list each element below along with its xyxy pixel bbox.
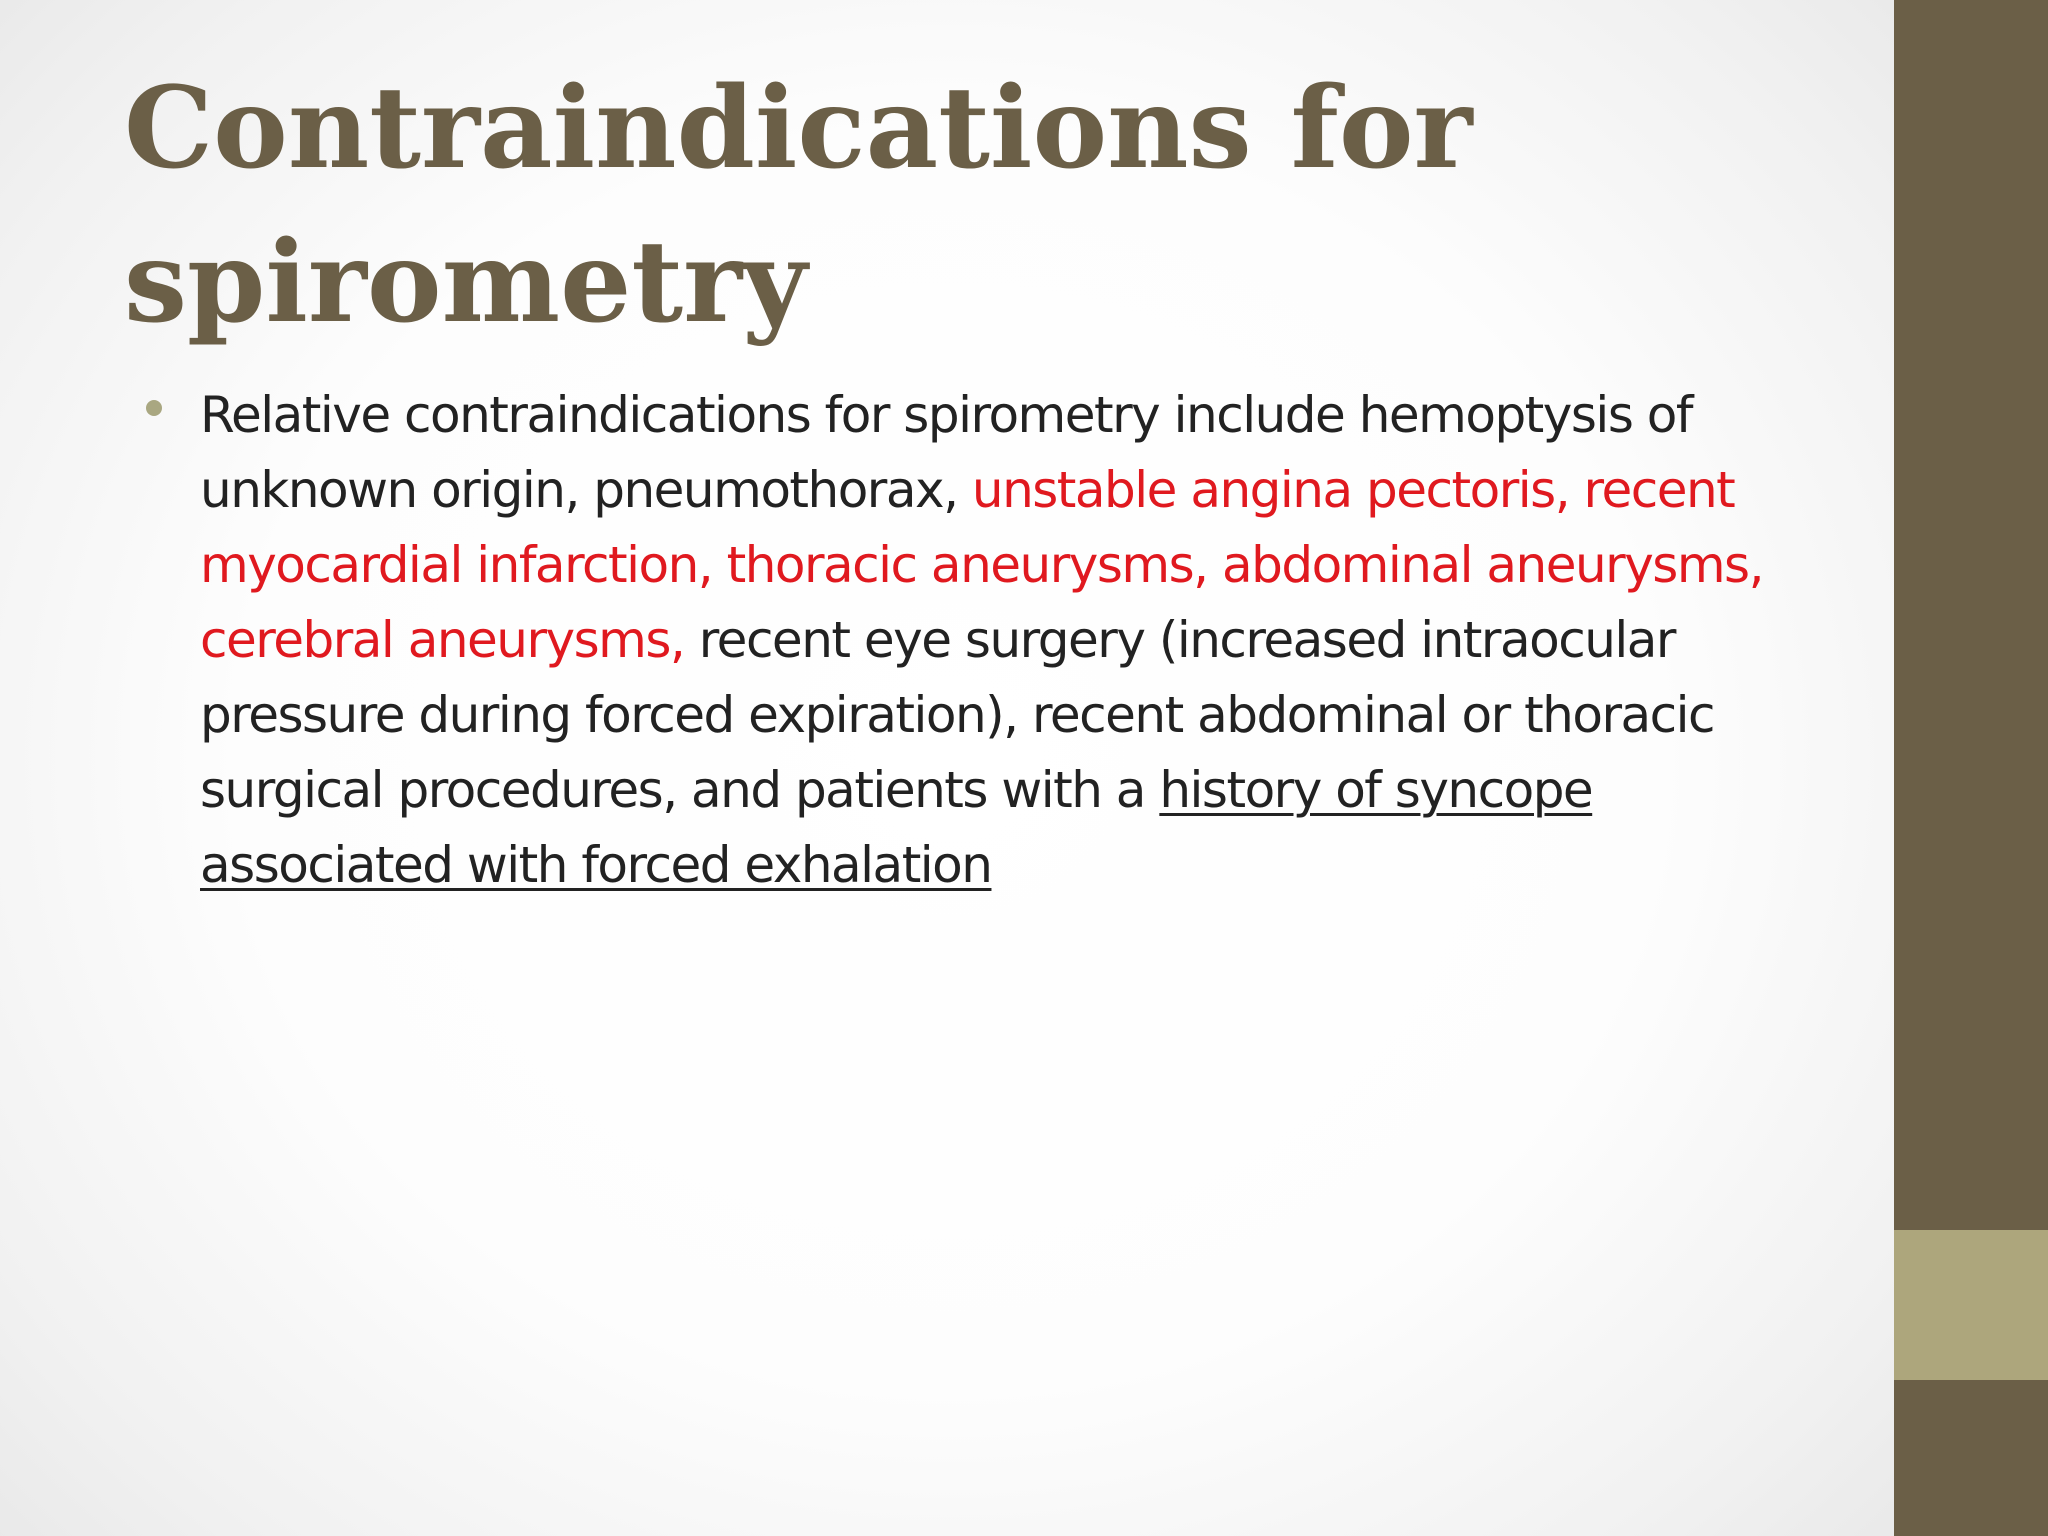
slide-title	[124, 52, 1824, 360]
slide-title-line-2: spirometry	[124, 217, 808, 348]
bullet-text-continuation: recent eye surgery (increased intraocular pressure during forced expiration), recent abdominal or thoracic surgical procedures, and patients with a	[200, 611, 1715, 819]
bullet-text-highlight-red: unstable angina pectoris, recent myocardial infarction, thoracic aneurysms, abdominal aneurysms, cerebral aneurysms,	[200, 461, 1763, 669]
bullet-dot-icon	[146, 400, 162, 416]
bullet-text-underlined: history of syncope associated with forced exhalation	[200, 761, 1593, 894]
decorative-sidebar-band	[1894, 1230, 2048, 1380]
slide-title-line-1: Contraindications for	[124, 63, 1473, 194]
bullet-item	[200, 378, 1800, 903]
bullet-text-intro: Relative contraindications for spirometry include hemoptysis of unknown origin, pneumothorax,	[200, 386, 1692, 519]
